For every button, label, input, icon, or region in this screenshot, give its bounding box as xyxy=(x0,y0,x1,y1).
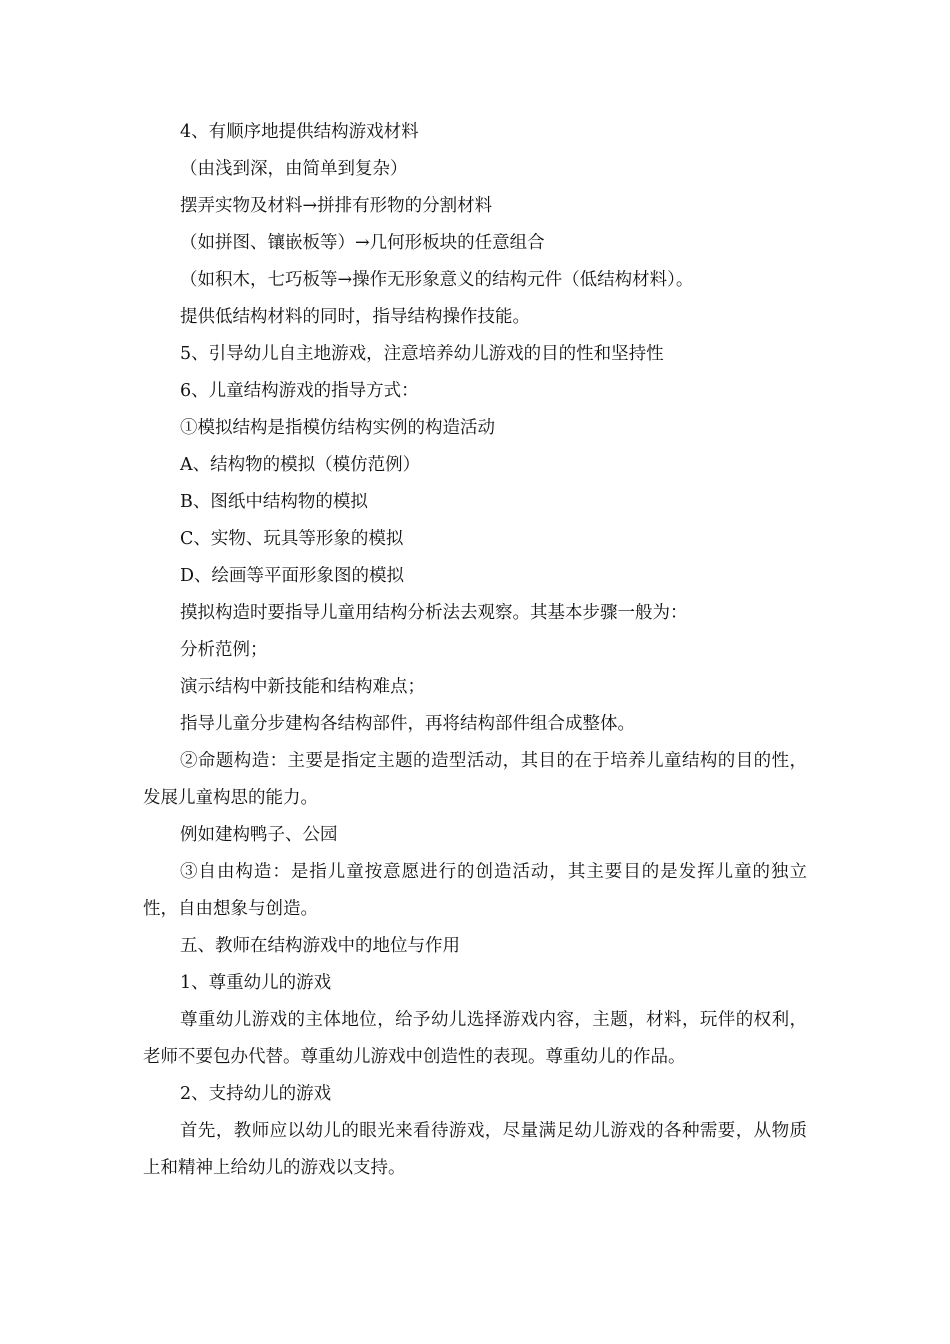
section-heading: 五、教师在结构游戏中的地位与作用 xyxy=(180,936,460,956)
paragraph: 分析范例； xyxy=(180,640,268,660)
paragraph: 例如建构鸭子、公园 xyxy=(180,825,338,845)
paragraph: A、结构物的模拟（模仿范例） xyxy=(180,455,421,475)
paragraph: （由浅到深，由简单到复杂） xyxy=(180,159,408,179)
paragraph: 尊重幼儿游戏的主体地位，给予幼儿选择游戏内容，主题，材料，玩伴的权利，老师不要包办代替。尊重幼儿游戏中创造性的表现。尊重幼儿的作品。 xyxy=(143,1010,807,1067)
paragraph: 2、支持幼儿的游戏 xyxy=(180,1084,332,1104)
paragraph: D、绘画等平面形象图的模拟 xyxy=(180,566,405,586)
paragraph: B、图纸中结构物的模拟 xyxy=(180,492,368,512)
paragraph: 摆弄实物及材料→拼排有形物的分割材料 xyxy=(180,196,493,216)
paragraph: 1、尊重幼儿的游戏 xyxy=(180,973,332,993)
paragraph: 指导儿童分步建构各结构部件，再将结构部件组合成整体。 xyxy=(180,714,635,734)
paragraph: 5、引导幼儿自主地游戏，注意培养幼儿游戏的目的性和坚持性 xyxy=(180,344,664,364)
paragraph: （如积木，七巧板等→操作无形象意义的结构元件（低结构材料）。 xyxy=(180,270,694,290)
paragraph: C、实物、玩具等形象的模拟 xyxy=(180,529,404,549)
paragraph: 提供低结构材料的同时，指导结构操作技能。 xyxy=(180,307,530,327)
paragraph: 演示结构中新技能和结构难点； xyxy=(180,677,425,697)
paragraph: 摸拟构造时要指导儿童用结构分析法去观察。其基本步骤一般为： xyxy=(180,603,688,623)
paragraph: 首先，教师应以幼儿的眼光来看待游戏，尽量满足幼儿游戏的各种需要，从物质上和精神上给幼儿的游戏以支持。 xyxy=(143,1121,807,1178)
paragraph: ①模拟结构是指模仿结构实例的构造活动 xyxy=(180,418,495,438)
paragraph: ②命题构造：主要是指定主题的造型活动，其目的在于培养儿童结构的目的性，发展儿童构思的能力。 xyxy=(143,751,807,808)
paragraph: （如拼图、镶嵌板等）→几何形板块的任意组合 xyxy=(180,233,545,253)
paragraph: ③自由构造：是指儿童按意愿进行的创造活动，其主要目的是发挥儿童的独立性，自由想象与创造。 xyxy=(143,862,807,919)
document-body xyxy=(143,114,807,1187)
paragraph: 6、儿童结构游戏的指导方式： xyxy=(180,381,419,401)
paragraph: 4、有顺序地提供结构游戏材料 xyxy=(180,122,419,142)
